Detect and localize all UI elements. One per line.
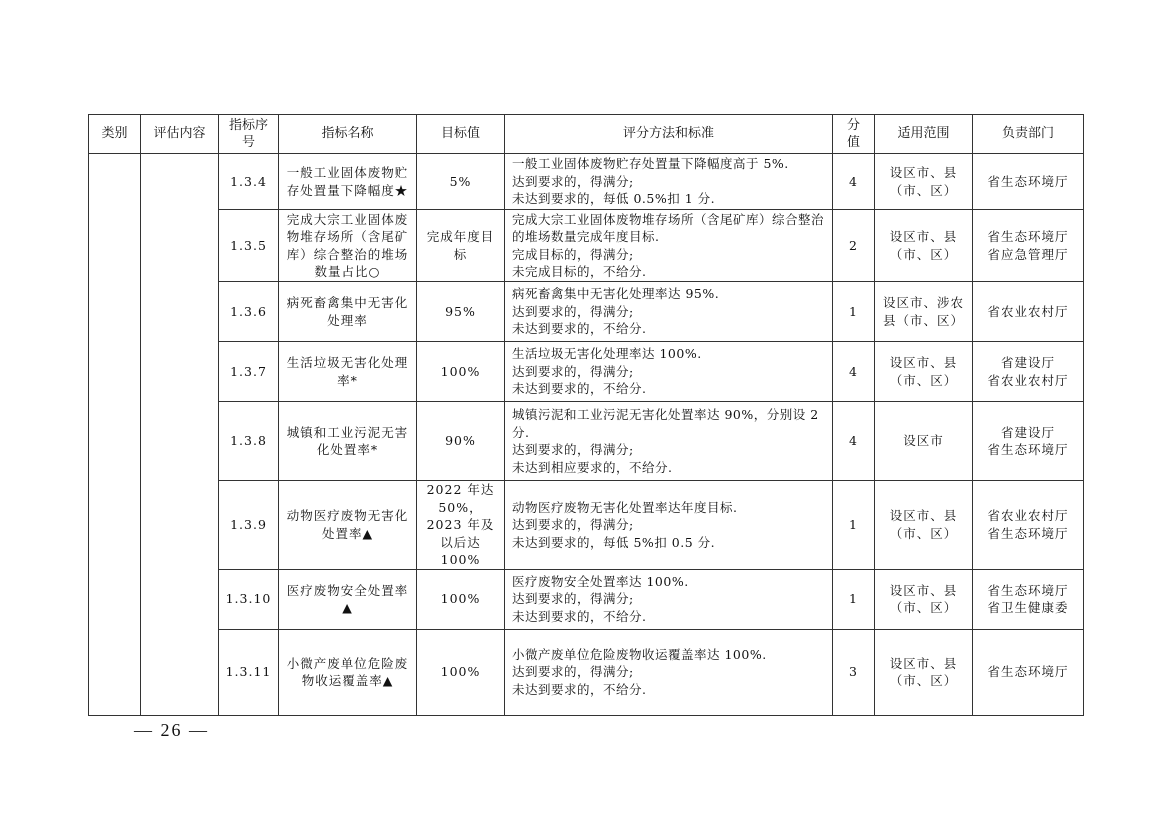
target-value-cell: 100% xyxy=(417,342,505,402)
header-scope: 适用范围 xyxy=(875,115,973,154)
score-cell: 1 xyxy=(833,481,875,570)
table-row xyxy=(89,481,1084,570)
index-name-cell: 一般工业固体废物贮存处置量下降幅度★ xyxy=(279,154,417,210)
header-index-no: 指标序号 xyxy=(219,115,279,154)
scope-cell: 设区市、县（市、区） xyxy=(875,481,973,570)
score-cell: 4 xyxy=(833,342,875,402)
table-row xyxy=(89,342,1084,402)
header-index-name: 指标名称 xyxy=(279,115,417,154)
scoring-method-cell: 城镇污泥和工业污泥无害化处置率达 90%，分别设 2 分. 达到要求的，得满分; 未达到相应要求的，不给分. xyxy=(505,402,833,481)
scope-cell: 设区市、涉农县（市、区） xyxy=(875,282,973,342)
table-row xyxy=(89,402,1084,481)
target-value-cell: 90% xyxy=(417,402,505,481)
responsible-dept-cell: 省生态环境厅 省应急管理厅 xyxy=(973,210,1084,282)
scoring-method-cell: 一般工业固体废物贮存处置量下降幅度高于 5%. 达到要求的，得满分; 未达到要求的，每低 0.5%扣 1 分. xyxy=(505,154,833,210)
index-name-cell: 医疗废物安全处置率▲ xyxy=(279,569,417,629)
score-cell: 3 xyxy=(833,629,875,715)
target-value-cell: 95% xyxy=(417,282,505,342)
table-row xyxy=(89,569,1084,629)
scope-cell: 设区市、县（市、区） xyxy=(875,154,973,210)
header-score: 分值 xyxy=(833,115,875,154)
index-no-cell: 1.3.8 xyxy=(219,402,279,481)
table-row xyxy=(89,210,1084,282)
page-number: — 26 — xyxy=(134,720,209,740)
scope-cell: 设区市、县（市、区） xyxy=(875,342,973,402)
score-cell: 4 xyxy=(833,402,875,481)
index-name-cell: 生活垃圾无害化处理率* xyxy=(279,342,417,402)
table-row xyxy=(89,629,1084,715)
score-cell: 1 xyxy=(833,282,875,342)
index-name-cell: 城镇和工业污泥无害化处置率* xyxy=(279,402,417,481)
target-value-cell: 100% xyxy=(417,629,505,715)
responsible-dept-cell: 省生态环境厅 xyxy=(973,154,1084,210)
index-name-cell: 完成大宗工业固体废物堆存场所（含尾矿库）综合整治的堆场数量占比○ xyxy=(279,210,417,282)
header-row xyxy=(89,115,1084,154)
responsible-dept-cell: 省建设厅 省生态环境厅 xyxy=(973,402,1084,481)
responsible-dept-cell: 省建设厅 省农业农村厅 xyxy=(973,342,1084,402)
index-no-cell: 1.3.10 xyxy=(219,569,279,629)
scoring-method-cell: 完成大宗工业固体废物堆存场所（含尾矿库）综合整治的堆场数量完成年度目标. 完成目标的，得满分; 未完成目标的，不给分. xyxy=(505,210,833,282)
index-no-cell: 1.3.9 xyxy=(219,481,279,570)
evaluation-table xyxy=(88,114,1084,716)
scope-cell: 设区市、县（市、区） xyxy=(875,569,973,629)
target-value-cell: 5% xyxy=(417,154,505,210)
scoring-method-cell: 病死畜禽集中无害化处理率达 95%. 达到要求的，得满分; 未达到要求的，不给分. xyxy=(505,282,833,342)
responsible-dept-cell: 省生态环境厅 省卫生健康委 xyxy=(973,569,1084,629)
content-cell xyxy=(141,154,219,716)
responsible-dept-cell: 省农业农村厅 省生态环境厅 xyxy=(973,481,1084,570)
scoring-method-cell: 生活垃圾无害化处理率达 100%. 达到要求的，得满分; 未达到要求的，不给分. xyxy=(505,342,833,402)
index-no-cell: 1.3.6 xyxy=(219,282,279,342)
target-value-cell: 100% xyxy=(417,569,505,629)
table-row xyxy=(89,154,1084,210)
target-value-cell: 完成年度目标 xyxy=(417,210,505,282)
responsible-dept-cell: 省农业农村厅 xyxy=(973,282,1084,342)
scope-cell: 设区市、县（市、区） xyxy=(875,210,973,282)
scoring-method-cell: 动物医疗废物无害化处置率达年度目标. 达到要求的，得满分; 未达到要求的，每低 5%扣 0.5 分. xyxy=(505,481,833,570)
index-no-cell: 1.3.4 xyxy=(219,154,279,210)
index-name-cell: 动物医疗废物无害化处置率▲ xyxy=(279,481,417,570)
target-value-cell: 2022 年达 50%，2023 年及以后达 100% xyxy=(417,481,505,570)
category-cell xyxy=(89,154,141,716)
index-no-cell: 1.3.5 xyxy=(219,210,279,282)
header-category: 类别 xyxy=(89,115,141,154)
index-no-cell: 1.3.11 xyxy=(219,629,279,715)
header-dept: 负责部门 xyxy=(973,115,1084,154)
scope-cell: 设区市、县（市、区） xyxy=(875,629,973,715)
header-content: 评估内容 xyxy=(141,115,219,154)
scoring-method-cell: 小微产废单位危险废物收运覆盖率达 100%. 达到要求的，得满分; 未达到要求的，不给分. xyxy=(505,629,833,715)
score-cell: 1 xyxy=(833,569,875,629)
scoring-method-cell: 医疗废物安全处置率达 100%. 达到要求的，得满分; 未达到要求的，不给分. xyxy=(505,569,833,629)
table-row xyxy=(89,282,1084,342)
scope-cell: 设区市 xyxy=(875,402,973,481)
index-name-cell: 小微产废单位危险废物收运覆盖率▲ xyxy=(279,629,417,715)
index-no-cell: 1.3.7 xyxy=(219,342,279,402)
responsible-dept-cell: 省生态环境厅 xyxy=(973,629,1084,715)
score-cell: 4 xyxy=(833,154,875,210)
header-target: 目标值 xyxy=(417,115,505,154)
score-cell: 2 xyxy=(833,210,875,282)
index-name-cell: 病死畜禽集中无害化处理率 xyxy=(279,282,417,342)
header-method: 评分方法和标准 xyxy=(505,115,833,154)
